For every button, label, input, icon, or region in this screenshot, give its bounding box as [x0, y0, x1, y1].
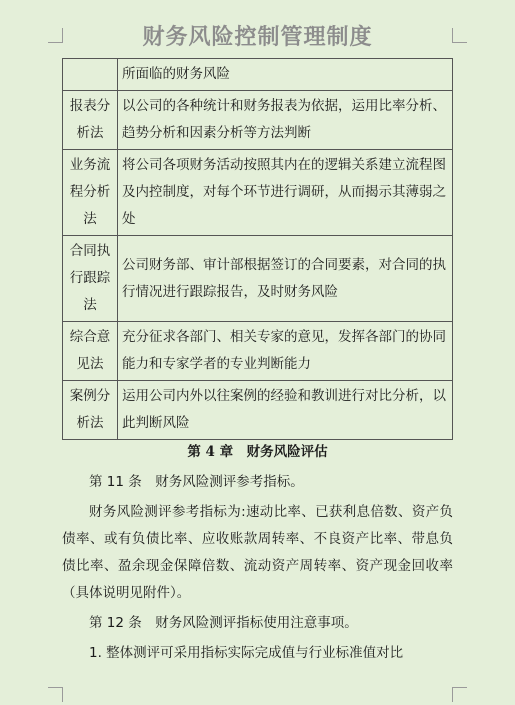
page-corner-mark — [452, 687, 467, 702]
table-row — [63, 236, 453, 322]
table-row — [63, 150, 453, 236]
method-cell — [63, 59, 118, 91]
document-body — [62, 439, 453, 670]
description-cell: 运用公司内外以往案例的经验和教训进行对比分析，以此判断风险 — [118, 381, 453, 440]
table-row — [63, 91, 453, 150]
page-corner-mark — [452, 28, 467, 43]
chapter-heading: 第 4 章 财务风险评估 — [187, 444, 328, 460]
article-paragraph: 第 11 条 财务风险测评参考指标。 — [89, 474, 304, 490]
description-cell: 充分征求各部门、相关专家的意见，发挥各部门的协同能力和专家学者的专业判断能力 — [118, 322, 453, 381]
article-paragraph: 第 12 条 财务风险测评指标使用注意事项。 — [89, 615, 358, 631]
method-cell: 报表分析法 — [63, 91, 118, 150]
article-paragraph: 财务风险测评参考指标为:速动比率、已获利息倍数、资产负债率、或有负债比率、应收账款周转率、不良资产比率、带息负债比率、盈余现金保障倍数、流动资产周转率、资产现金回收率（具体说明见附件）。 — [62, 504, 453, 601]
method-cell: 案例分析法 — [63, 381, 118, 440]
table-row — [63, 381, 453, 440]
article-paragraph: 1. 整体测评可采用指标实际完成值与行业标准值对比 — [89, 645, 404, 661]
table-row — [63, 59, 453, 91]
page-corner-mark — [48, 687, 63, 702]
page-corner-mark — [48, 28, 63, 43]
method-cell: 综合意见法 — [63, 322, 118, 381]
page-title: 财务风险控制管理制度 — [142, 24, 373, 50]
description-cell: 所面临的财务风险 — [118, 59, 453, 91]
method-cell: 合同执行跟踪法 — [63, 236, 118, 322]
description-cell: 以公司的各种统计和财务报表为依据，运用比率分析、趋势分析和因素分析等方法判断 — [118, 91, 453, 150]
table-row — [63, 322, 453, 381]
description-cell: 将公司各项财务活动按照其内在的逻辑关系建立流程图及内控制度，对每个环节进行调研，从而揭示其薄弱之处 — [118, 150, 453, 236]
method-cell: 业务流程分析法 — [63, 150, 118, 236]
description-cell: 公司财务部、审计部根据签订的合同要素，对合同的执行情况进行跟踪报告，及时财务风险 — [118, 236, 453, 322]
risk-method-table — [62, 58, 453, 440]
